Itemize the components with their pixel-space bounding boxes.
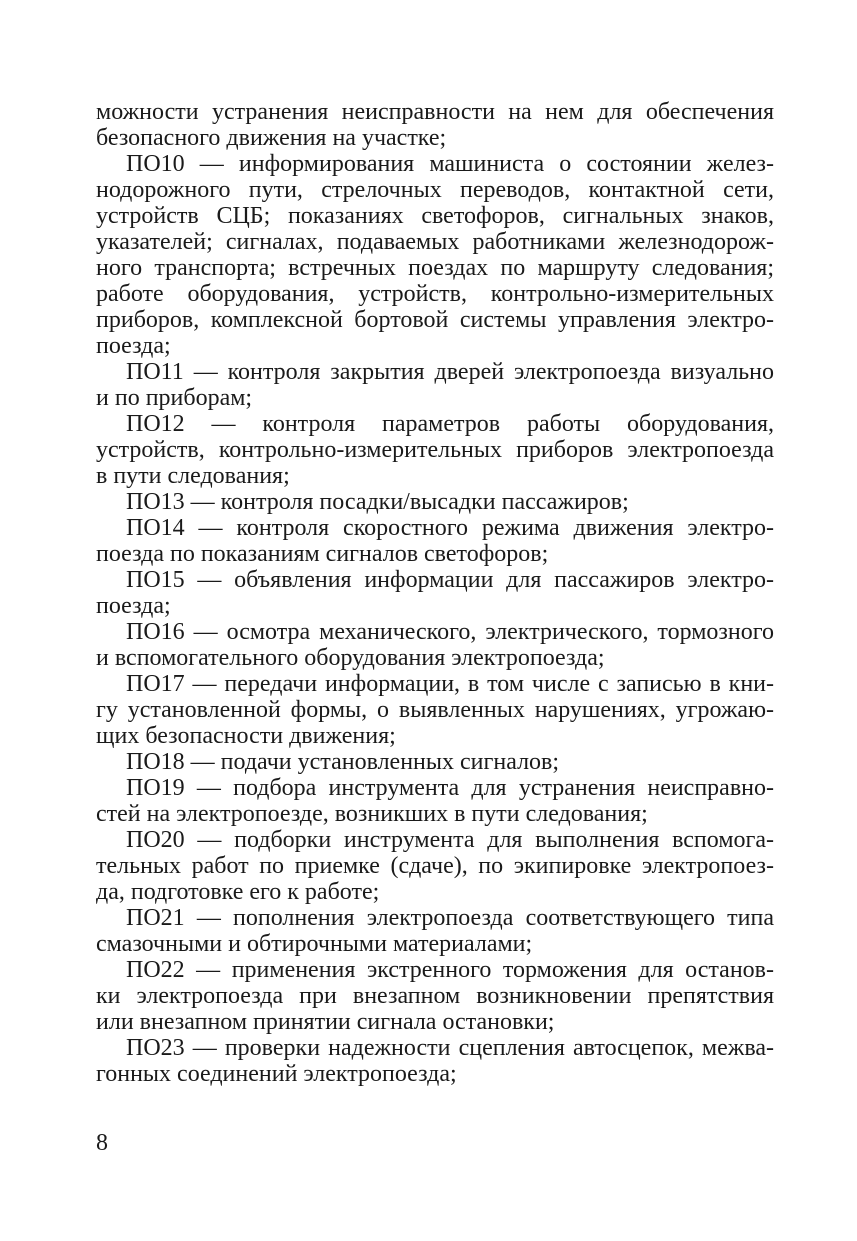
text-line: смазочными и обтирочными материалами; bbox=[96, 931, 533, 957]
text-line: ПО20 — подборки инструмента для выполнения вспомога- bbox=[126, 827, 774, 853]
text-line: ПО18 — подачи установленных сигналов; bbox=[126, 749, 560, 775]
text-line: ПО21 — пополнения электропоезда соответствующего типа bbox=[126, 905, 774, 931]
text-line: ПО10 — информирования машиниста о состоянии желез- bbox=[126, 151, 774, 177]
text-line: щих безопасности движения; bbox=[96, 723, 396, 749]
text-line: устройств, контрольно-измерительных приборов электропоезда bbox=[96, 437, 774, 463]
text-line: ПО22 — применения экстренного торможения для останов- bbox=[126, 957, 774, 983]
text-line: можности устранения неисправности на нем для обеспечения bbox=[96, 99, 774, 125]
text-line: ки электропоезда при внезапном возникновении препятствия bbox=[96, 983, 774, 1009]
text-line: гу установленной формы, о выявленных нарушениях, угрожаю- bbox=[96, 697, 774, 723]
text-line: поезда; bbox=[96, 593, 171, 619]
text-line: и вспомогательного оборудования электропоезда; bbox=[96, 645, 605, 671]
body-text bbox=[96, 99, 774, 1087]
text-line: поезда по показаниям сигналов светофоров; bbox=[96, 541, 549, 567]
text-line: или внезапном принятии сигнала остановки; bbox=[96, 1009, 555, 1035]
text-line: ного транспорта; встречных поездах по маршруту следования; bbox=[96, 255, 774, 281]
page-number: 8 bbox=[96, 1130, 108, 1156]
text-line: ПО17 — передачи информации, в том числе с записью в кни- bbox=[126, 671, 774, 697]
text-line: ПО19 — подбора инструмента для устранения неисправно- bbox=[126, 775, 774, 801]
text-line: и по приборам; bbox=[96, 385, 253, 411]
text-line: ПО23 — проверки надежности сцепления автосцепок, межва- bbox=[126, 1035, 774, 1061]
text-line: приборов, комплексной бортовой системы управления электро- bbox=[96, 307, 774, 333]
text-line: гонных соединений электропоезда; bbox=[96, 1061, 457, 1087]
text-line: указателей; сигналах, подаваемых работниками железнодорож- bbox=[96, 229, 774, 255]
text-line: да, подготовке его к работе; bbox=[96, 879, 380, 905]
text-line: ПО11 — контроля закрытия дверей электропоезда визуально bbox=[126, 359, 774, 385]
text-line: в пути следования; bbox=[96, 463, 290, 489]
text-line: ПО12 — контроля параметров работы оборудования, bbox=[126, 411, 774, 437]
text-line: работе оборудования, устройств, контрольно-измерительных bbox=[96, 281, 774, 307]
text-line: ПО14 — контроля скоростного режима движения электро- bbox=[126, 515, 774, 541]
text-line: безопасного движения на участке; bbox=[96, 125, 447, 151]
text-line: ПО15 — объявления информации для пассажиров электро- bbox=[126, 567, 774, 593]
text-line: тельных работ по приемке (сдаче), по экипировке электропоез- bbox=[96, 853, 774, 879]
text-line: устройств СЦБ; показаниях светофоров, сигнальных знаков, bbox=[96, 203, 774, 229]
text-line: стей на электропоезде, возникших в пути следования; bbox=[96, 801, 648, 827]
text-line: поезда; bbox=[96, 333, 171, 359]
text-line: ПО16 — осмотра механического, электрического, тормозного bbox=[126, 619, 774, 645]
text-line: ПО13 — контроля посадки/высадки пассажиров; bbox=[126, 489, 629, 515]
text-line: нодорожного пути, стрелочных переводов, контактной сети, bbox=[96, 177, 774, 203]
